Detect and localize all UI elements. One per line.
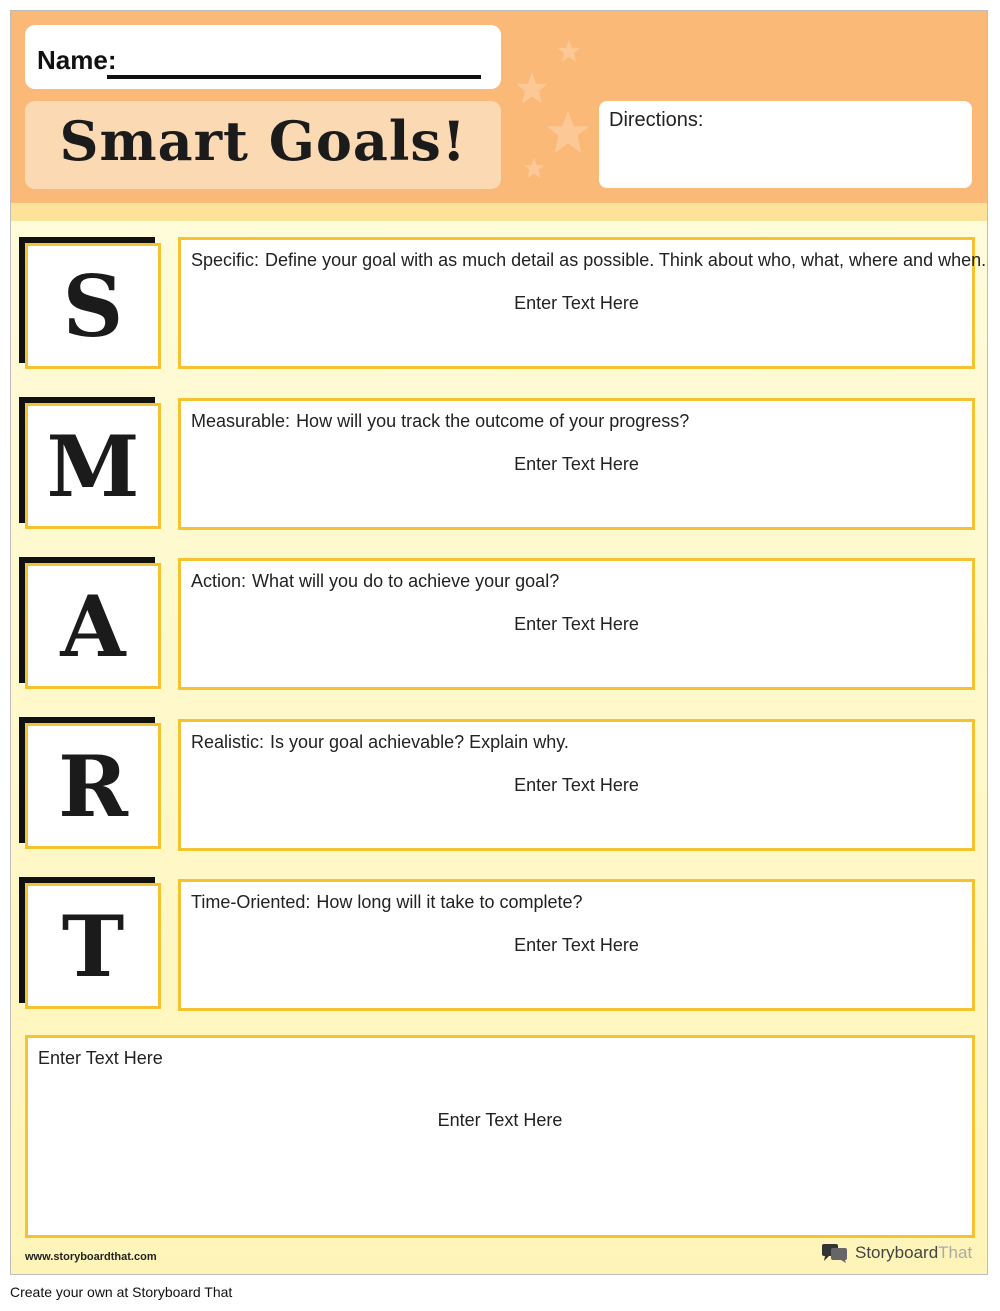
- goal-prompt: [191, 411, 689, 432]
- header-divider: [11, 203, 987, 221]
- goal-entry-text[interactable]: Enter Text Here: [514, 614, 639, 634]
- star-icon: [515, 71, 549, 105]
- letter-r: R: [58, 736, 128, 836]
- goal-prompt: [191, 571, 559, 592]
- letter-m: M: [46, 416, 140, 516]
- name-field[interactable]: [25, 25, 501, 89]
- goal-box-time-oriented[interactable]: [178, 879, 975, 1011]
- letter-a: A: [60, 576, 126, 676]
- brand-name: StoryboardThat: [855, 1243, 973, 1262]
- goal-question: Define your goal with as much detail as possible. Think about who, what, where and when.: [265, 250, 987, 270]
- star-icon: [523, 157, 545, 179]
- summary-entry-text[interactable]: Enter Text Here: [437, 1110, 563, 1130]
- goal-box-specific[interactable]: [178, 237, 987, 369]
- goal-box-measurable[interactable]: [178, 398, 975, 530]
- goal-label: Realistic:: [191, 732, 265, 752]
- goal-box-realistic[interactable]: [178, 719, 975, 851]
- goal-label: Specific:: [191, 250, 260, 270]
- goal-question: What will you do to achieve your goal?: [252, 571, 560, 591]
- letter-card-r: [25, 723, 161, 849]
- goal-prompt: [191, 250, 986, 271]
- goal-label: Measurable:: [191, 411, 291, 431]
- site-url: www.storyboardthat.com: [25, 1251, 157, 1263]
- title-banner: [25, 101, 501, 189]
- goal-label: Time-Oriented:: [191, 892, 311, 912]
- letter-s: S: [62, 256, 124, 356]
- goal-prompt: [191, 732, 569, 753]
- name-underline: [107, 75, 481, 79]
- directions-field[interactable]: [599, 101, 972, 188]
- goal-question: How will you track the outcome of your progress?: [296, 411, 690, 431]
- star-icon: [557, 39, 581, 63]
- summary-heading[interactable]: Enter Text Here: [38, 1048, 163, 1068]
- footer-credit[interactable]: Create your own at Storyboard That: [10, 1284, 233, 1300]
- goal-box-action[interactable]: [178, 558, 975, 690]
- star-icon: [545, 109, 591, 155]
- goal-entry-text[interactable]: Enter Text Here: [514, 775, 639, 795]
- brand-logo: [821, 1241, 972, 1265]
- goal-entry-text[interactable]: Enter Text Here: [514, 454, 639, 474]
- goal-question: Is your goal achievable? Explain why.: [270, 732, 569, 752]
- speech-bubbles-icon: [821, 1242, 849, 1264]
- header-banner: [11, 11, 987, 203]
- worksheet: [10, 10, 988, 1275]
- summary-box[interactable]: [25, 1035, 975, 1238]
- letter-card-t: [25, 883, 161, 1009]
- goal-prompt: [191, 892, 583, 913]
- page-title: Smart Goals!: [59, 109, 467, 173]
- goal-entry-text[interactable]: Enter Text Here: [514, 293, 639, 313]
- goal-question: How long will it take to complete?: [316, 892, 583, 912]
- goal-label: Action:: [191, 571, 247, 591]
- letter-t: T: [61, 896, 125, 996]
- goal-entry-text[interactable]: Enter Text Here: [514, 935, 639, 955]
- letter-card-s: [25, 243, 161, 369]
- letter-card-a: [25, 563, 161, 689]
- name-label: Name:: [37, 45, 117, 75]
- letter-card-m: [25, 403, 161, 529]
- directions-label: Directions:: [609, 109, 704, 131]
